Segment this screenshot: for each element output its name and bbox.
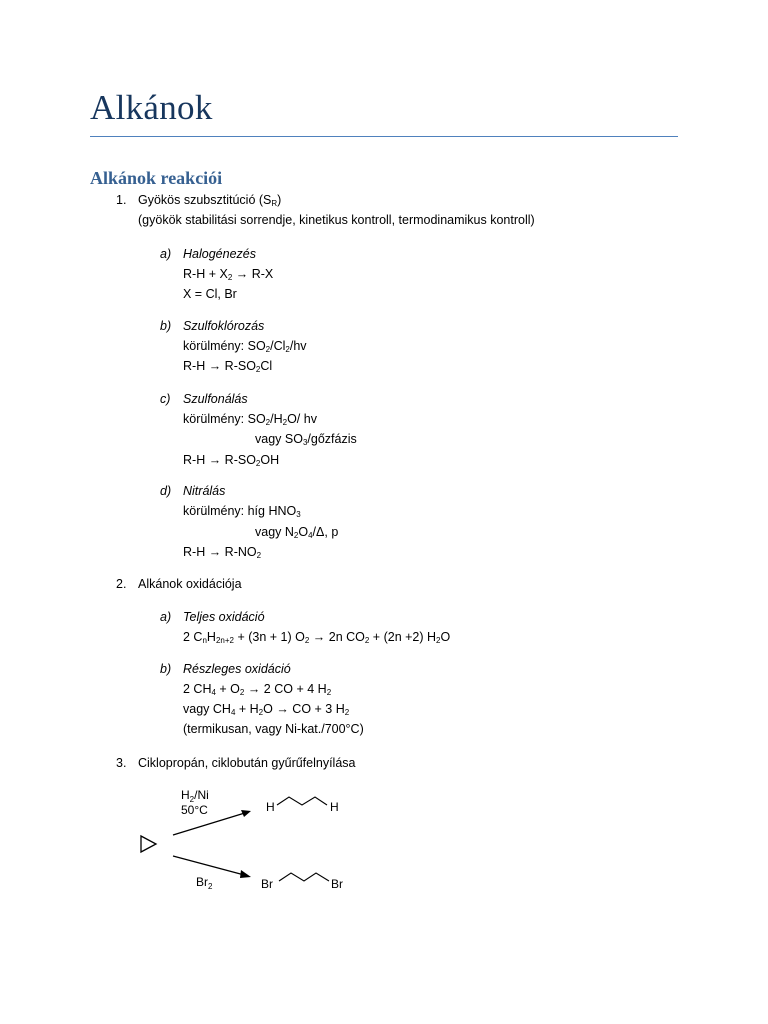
product-top-right-atom: H	[330, 800, 339, 814]
equation: X = Cl, Br	[183, 287, 237, 301]
arrow-top-head	[241, 810, 251, 817]
equation: $R-H \to R-NO_2$	[183, 545, 262, 560]
product-bottom-right-atom: Br	[331, 877, 343, 891]
equation: $R-H \to R-SO_2OH$	[183, 453, 280, 468]
sub-item-c-title: Szulfonálás	[183, 392, 248, 406]
temperature-top: 50°C	[181, 803, 208, 817]
equation-note: (termikusan, vagy Ni-kat./700°C)	[183, 722, 364, 736]
sub-item-b-label: b)	[160, 319, 172, 333]
sub-item-2b-title: Részleges oxidáció	[183, 662, 291, 676]
page-title: Alkánok	[90, 88, 213, 127]
arrow-bottom	[173, 856, 248, 876]
equation: $R-H \to R-SO_2Cl$	[183, 359, 273, 374]
list-item-1-number: 1.	[116, 193, 127, 207]
sub-item-2a-label: a)	[160, 610, 172, 624]
list-item-2: Alkánok oxidációja	[138, 577, 242, 591]
list-item-2-number: 2.	[116, 577, 127, 591]
reagent-bottom: $Br_2$	[196, 875, 213, 891]
equation: 2 $C_nH_{2n+2} + (3n + 1) O_2 \to 2n$ $CO_2 + (2n +2)$ $H_2O$	[183, 630, 451, 645]
equation: $R-H + X_2 \to R-X$	[183, 267, 274, 282]
reagent-top: $H_2/Ni$	[181, 788, 209, 804]
section-heading: Alkánok reakciói	[90, 168, 223, 188]
condition-alt: vagy $N_2O_4/\Delta$, p	[255, 525, 339, 540]
equation: vagy $CH_4 + H_2O$ → CO + 3 $H_2$	[183, 702, 350, 717]
sub-item-2b-label: b)	[160, 662, 172, 676]
product-bottom-left-atom: Br	[261, 877, 273, 891]
sub-item-c-label: c)	[160, 392, 171, 406]
condition-alt: vagy $SO_3$/gőzfázis	[255, 432, 357, 447]
condition: körülmény: $SO_2/H_2O/$ hv	[183, 412, 317, 427]
condition: körülmény: $SO_2/Cl_2/hv$	[183, 339, 307, 354]
product-top-left-atom: H	[266, 800, 275, 814]
sub-item-d-label: d)	[160, 484, 172, 498]
reaction-diagram	[130, 785, 370, 895]
sub-item-2a-title: Teljes oxidáció	[183, 610, 265, 624]
cyclopropane-structure	[141, 836, 156, 852]
title-divider	[90, 136, 678, 137]
equation: 2 $CH_4 + O_2 \to 2$ CO + 4 $H_2$	[183, 682, 332, 697]
list-item-3: Ciklopropán, ciklobután gyűrűfelnyílása	[138, 756, 356, 770]
sub-item-b-title: Szulfoklórozás	[183, 319, 265, 333]
product-bottom-chain	[279, 873, 329, 881]
sub-item-a-label: a)	[160, 247, 172, 261]
list-item-1-note: (gyökök stabilitási sorrendje, kinetikus kontroll, termodinamikus kontroll)	[138, 213, 535, 227]
list-item-1: Gyökös szubsztitúció $(S_R)$	[138, 193, 282, 208]
product-top-chain	[277, 797, 327, 805]
sub-item-a-title: Halogénezés	[183, 247, 256, 261]
condition: körülmény: híg $HNO_3$	[183, 504, 301, 519]
list-item-3-number: 3.	[116, 756, 127, 770]
sub-item-d-title: Nitrálás	[183, 484, 226, 498]
arrow-bottom-head	[240, 870, 251, 878]
